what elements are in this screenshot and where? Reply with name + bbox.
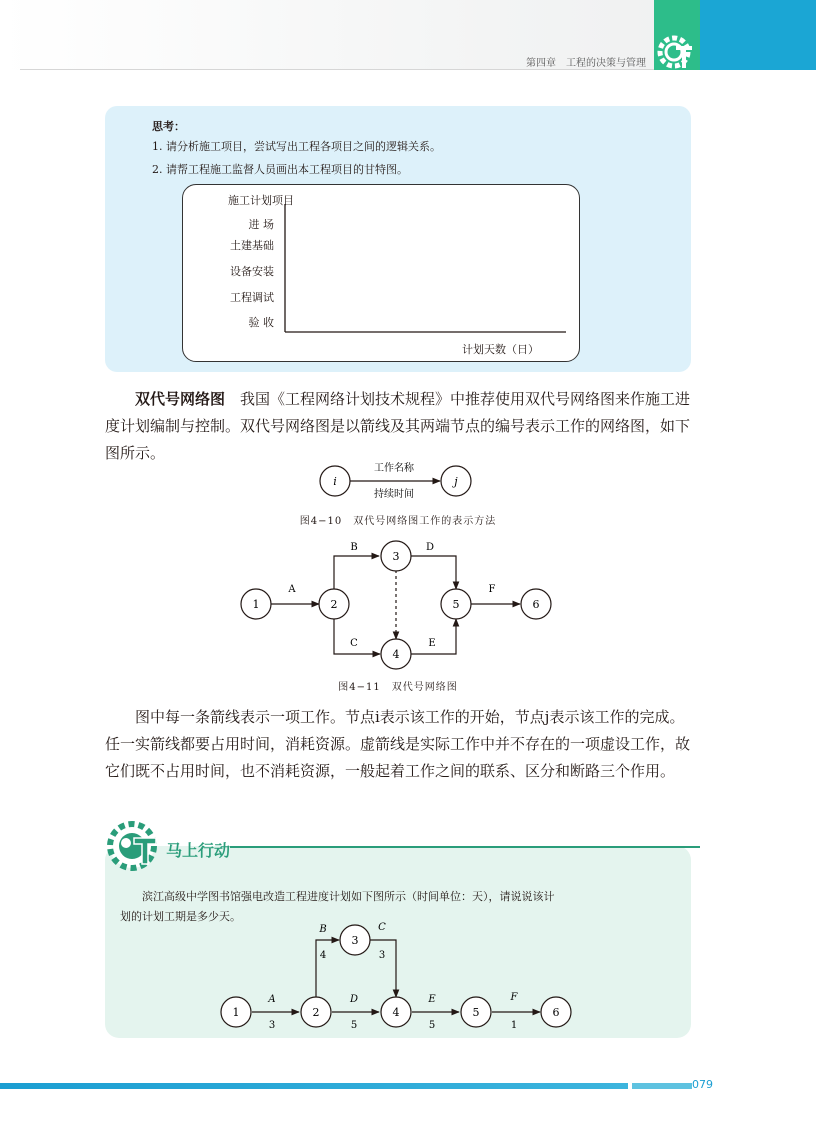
gantt-item: 工程调试 [230,291,274,304]
think-title: 思考： [152,120,185,133]
edge-B [334,556,379,594]
work-name-label: 工作名称 [374,463,414,474]
edge-label: F [488,584,496,595]
node-label: 3 [351,934,359,947]
footer-bar [0,1083,628,1089]
edge-C [370,940,396,997]
gear-logo-icon [652,28,700,72]
edge-label: C [350,638,358,649]
edge-B [316,940,339,998]
section-paragraph [105,386,691,467]
action-network-diagram [210,918,580,1036]
edge-duration: 4 [319,950,327,961]
gantt-item: 设备安装 [230,265,274,278]
edge-name: A [268,994,276,1005]
action-text-line-1: 滨江高级中学图书馆强电改造工程进度计划如下图所示（时间单位：天），请说说该计 [120,890,555,903]
node-label: 1 [232,1006,240,1019]
gantt-item: 验 收 [248,316,274,329]
think-question-2: 2. 请帮工程施工监督人员画出本工程项目的甘特图。 [152,163,408,176]
edge-duration: 5 [428,1020,436,1031]
think-question-1: 1. 请分析施工项目，尝试写出工程各项目之间的逻辑关系。 [152,140,441,153]
node-label: 1 [252,598,260,611]
gantt-axes [280,198,570,338]
action-title: 马上行动 [166,841,231,860]
gantt-item: 进 场 [248,218,274,231]
section-lead: 双代号网络图 [135,390,226,408]
figure-4-11 [230,536,560,672]
edge-label: B [350,542,358,553]
action-title-rule [230,846,700,848]
explanation-paragraph: 图中每一条箭线表示一项工作。节点i表示该工作的开始，节点j表示该工作的完成。任一实箭线都要占用时间，消耗资源。虚箭线是实际工作中并不存在的一项虚设工作，故它们既不占用时间，也不消耗资源，一般起着工作之间的联系、区分和断路三个作用。 [105,708,691,780]
header-divider [20,69,660,70]
duration-label: 持续时间 [374,489,414,500]
page-number: 079 [692,1078,713,1091]
node-label: 3 [392,550,400,563]
edge-name: E [428,994,436,1005]
node-label: 4 [392,648,400,661]
edge-name: C [378,922,386,933]
node-label: 6 [552,1006,560,1019]
edge-name: F [510,992,518,1003]
node-i-label: i [333,475,337,488]
node-label: 5 [472,1006,480,1019]
edge-duration: 3 [268,1020,276,1031]
section-paragraph-text: 我国《工程网络计划技术规程》中推荐使用双代号网络图来作施工进度计划编制与控制。双代号网络图是以箭线及其两端节点的编号表示工作的网络图，如下图所示。 [105,390,691,462]
edge-name: B [319,924,327,935]
edge-duration: 1 [510,1020,518,1031]
edge-name: D [349,994,359,1005]
figure-4-10-caption: 图4−10 双代号网络图工作的表示方法 [299,516,497,527]
edge-label: D [425,542,435,553]
footer-bar-accent [632,1083,692,1089]
edge-duration: 3 [378,950,386,961]
corner-block-blue [700,0,816,70]
edge-label: E [428,638,436,649]
gantt-item: 土建基础 [230,239,274,252]
gantt-y-title: 施工计划项目 [228,194,294,207]
node-label: 2 [312,1006,320,1019]
action-text-line-2: 划的计划工期是多少天。 [120,910,241,923]
edge-D [411,556,456,589]
figure-4-10 [300,456,500,506]
figure-4-11-caption: 图4−11 双代号网络图 [338,682,458,693]
edge-duration: 5 [350,1020,358,1031]
node-j-label: j [454,475,458,488]
gear-badge-icon [104,818,166,872]
edge-label: A [288,584,296,595]
node-label: 4 [392,1006,400,1019]
gantt-x-title: 计划天数（日） [462,343,539,356]
chapter-title: 第四章 工程的决策与管理 [526,58,646,69]
node-label: 6 [532,598,540,611]
node-label: 5 [452,598,460,611]
node-label: 2 [330,598,338,611]
